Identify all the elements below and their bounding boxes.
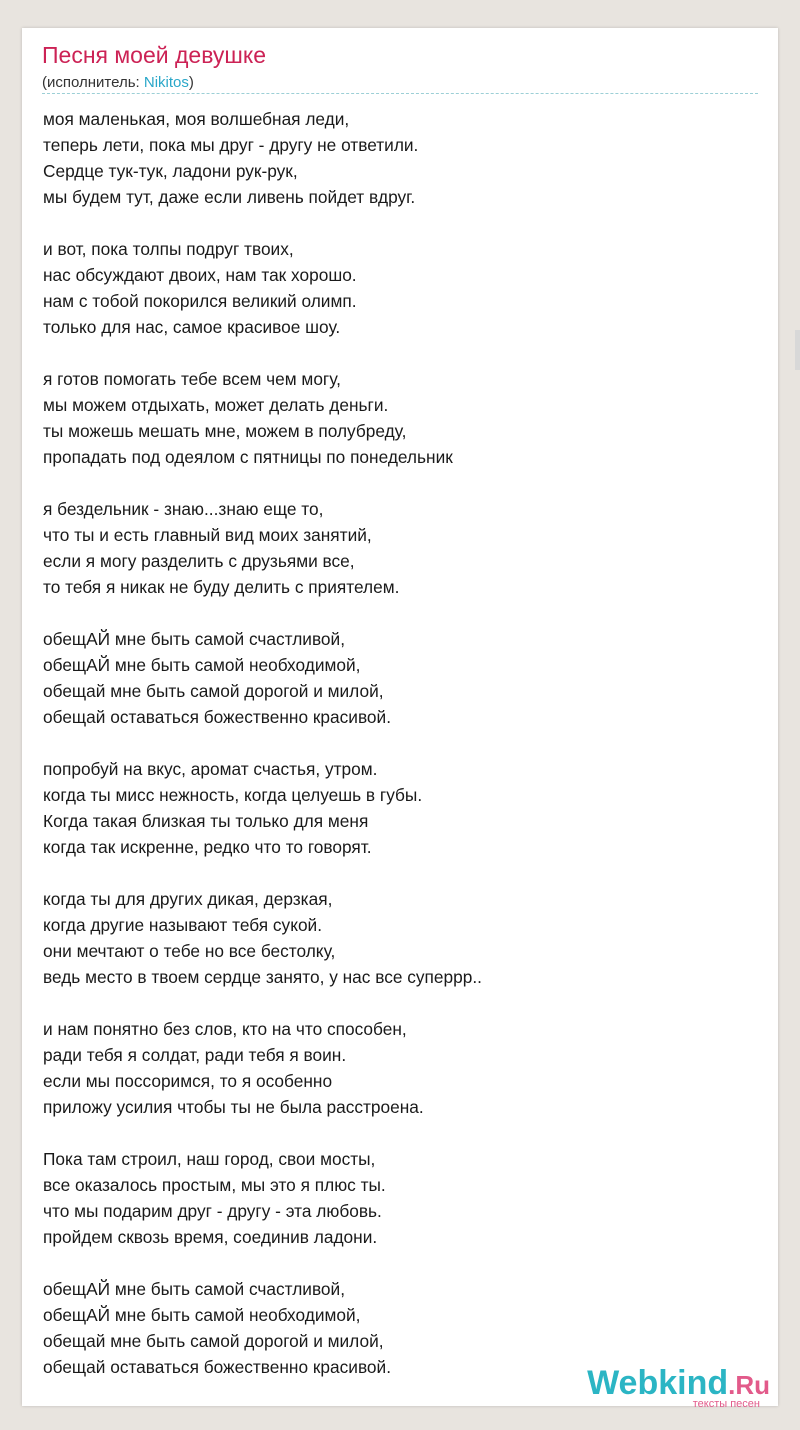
stanza [43, 626, 763, 730]
lyric-line: обещай оставаться божественно красивой. [43, 1357, 391, 1377]
lyric-line: и вот, пока толпы подруг твоих, [43, 239, 294, 259]
lyric-line: попробуй на вкус, аромат счастья, утром. [43, 759, 378, 779]
lyric-line: то тебя я никак не буду делить с приятелем. [43, 577, 400, 597]
lyric-line: если мы поссоримся, то я особенно [43, 1071, 333, 1091]
lyric-line: ради тебя я солдат, ради тебя я воин. [43, 1045, 347, 1065]
artist-link[interactable]: Nikitos [143, 74, 189, 91]
stanza [43, 366, 763, 470]
lyric-line: когда другие называют тебя сукой. [43, 915, 323, 935]
lyric-line: моя маленькая, моя волшебная леди, [43, 109, 350, 129]
lyric-line: приложу усилия чтобы ты не была расстроена. [43, 1097, 424, 1117]
lyric-line: Сердце тук-тук, ладони рук-рук, [43, 161, 298, 181]
stanza [43, 106, 763, 210]
lyric-line: Когда такая близкая ты только для меня [43, 811, 369, 831]
logo-suffix: .Ru [728, 1370, 770, 1400]
lyric-line: нас обсуждают двоих, нам так хорошо. [43, 265, 357, 285]
artist-suffix: ) [188, 74, 194, 91]
logo-main-text: Webkind [587, 1364, 729, 1402]
lyric-line: мы можем отдыхать, может делать деньги. [43, 395, 389, 415]
stanza [43, 236, 763, 340]
stanza [43, 1016, 763, 1120]
lyric-line: я бездельник - знаю...знаю еще то, [43, 499, 324, 519]
lyric-line: когда ты мисс нежность, когда целуешь в губы. [43, 785, 423, 805]
scrollbar-thumb[interactable] [795, 330, 800, 370]
logo-tagline: тексты песен [692, 1398, 760, 1410]
lyric-line: обещАЙ мне быть самой счастливой, [43, 1279, 345, 1299]
lyric-line: они мечтают о тебе но все бестолку, [43, 941, 336, 961]
lyric-line: если я могу разделить с друзьями все, [43, 551, 355, 571]
lyric-line: только для нас, самое красивое шоу. [43, 317, 341, 337]
lyric-line: обещАЙ мне быть самой счастливой, [43, 629, 345, 649]
lyric-line: ведь место в твоем сердце занято, у нас все суперрр.. [43, 967, 482, 987]
title-divider [42, 93, 758, 94]
lyric-line: обещай мне быть самой дорогой и милой, [43, 1331, 384, 1351]
lyric-line: что мы подарим друг - другу - эта любовь. [43, 1201, 382, 1221]
lyric-line: и нам понятно без слов, кто на что способен, [43, 1019, 407, 1039]
lyric-line: обещай мне быть самой дорогой и милой, [43, 681, 384, 701]
lyric-line: Пока там строил, наш город, свои мосты, [43, 1149, 376, 1169]
artist-prefix: (исполнитель: [42, 74, 144, 91]
lyric-line: что ты и есть главный вид моих занятий, [43, 525, 372, 545]
lyric-line: все оказалось простым, мы это я плюс ты. [43, 1175, 386, 1195]
lyric-line: пройдем сквозь время, соединив ладони. [43, 1227, 378, 1247]
lyric-line: когда ты для других дикая, дерзкая, [43, 889, 333, 909]
stanza [43, 496, 763, 600]
stanza [43, 886, 763, 990]
lyric-line: ты можешь мешать мне, можем в полубреду, [43, 421, 407, 441]
page-title: Песня моей девушке [42, 42, 266, 68]
lyric-line: обещАЙ мне быть самой необходимой, [43, 1305, 361, 1325]
lyric-line: обещАЙ мне быть самой необходимой, [43, 655, 361, 675]
artist-line [42, 74, 194, 91]
lyric-line: теперь лети, пока мы друг - другу не ответили. [43, 135, 419, 155]
scrollbar[interactable] [794, 0, 800, 1430]
webkind-logo[interactable] [587, 1366, 770, 1414]
stanza [43, 756, 763, 860]
lyric-line: когда так искренне, редко что то говорят. [43, 837, 372, 857]
lyric-line: нам с тобой покорился великий олимп. [43, 291, 357, 311]
lyric-line: пропадать под одеялом с пятницы по понедельник [43, 447, 453, 467]
lyric-line: обещай оставаться божественно красивой. [43, 707, 391, 727]
lyric-line: мы будем тут, даже если ливень пойдет вдруг. [43, 187, 416, 207]
lyric-line: я готов помогать тебе всем чем могу, [43, 369, 341, 389]
lyrics-card [22, 28, 778, 1406]
stanza [43, 1146, 763, 1250]
lyrics-text [43, 106, 763, 1406]
